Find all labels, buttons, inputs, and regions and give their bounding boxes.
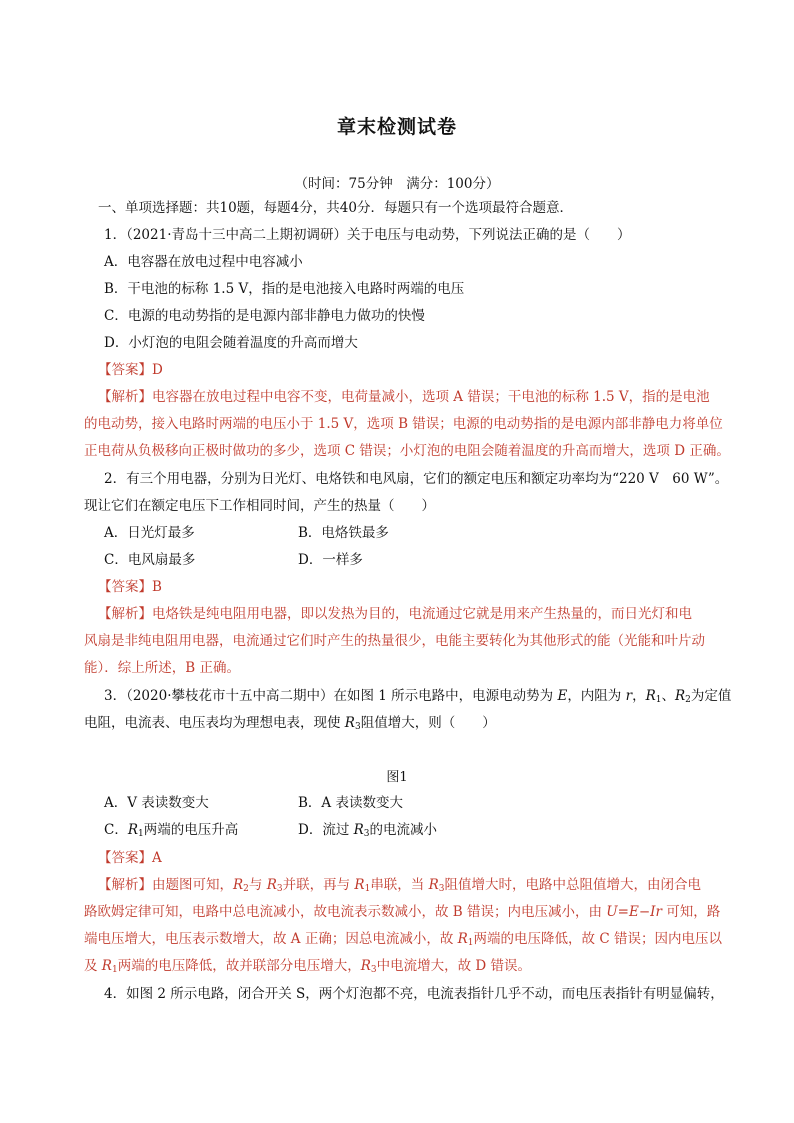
q3-analysis-line1: 【解析】由题图可知，$R_2$与 $R_3$并联，再与 $R_1$串联，当 $R_3$阻值增大时，电路中总阻值增大，由闭合电 [98,877,702,894]
analysis-tag: 【解析】 [98,877,152,893]
q1-option-a: A．电容器在放电过程中电容减小 [104,254,303,270]
q3-answer [98,848,162,868]
answer-value: B [152,579,162,595]
figure-1-caption: 图1 [386,770,408,785]
page-title: 章末检测试卷 [336,116,457,138]
q3-option-d: D．流过 $R_3$的电流减小 [298,822,438,839]
q3-analysis-line2: 路欧姆定律可知，电路中总电流减小，故电流表示数减小，故 B 错误；内电压减小，由 U=E−Ir 可知，路 [84,904,721,920]
q3-option-a: A．V 表读数变大 [104,795,209,811]
q1-analysis-line1: 【解析】电容器在放电过程中电容不变，电荷量减小，选项 A 错误；干电池的标称 1.5 V，指的是电池 [98,389,710,405]
answer-tag: 【答案】 [98,579,152,595]
q2-analysis-line3: 能）．综上所述，B 正确。 [84,660,240,676]
q2-analysis-line2: 风扇是非纯电阻用电器，电流通过它们时产生的热量很少，电能主要转化为其他形式的能（光能和叶片动 [84,633,705,649]
analysis-tag: 【解析】 [98,606,152,622]
q3-analysis-line4: 及 $R_1$两端的电压降低，故并联部分电压增大，$R_3$中电流增大，故 D 错误。 [84,958,532,975]
q1-option-d: D．小灯泡的电阻会随着温度的升高而增大 [104,335,358,351]
exam-time-score: （时间：75分钟 满分：100分） [294,176,500,192]
q2-analysis-line1: 【解析】电烙铁是纯电阻用电器，即以发热为目的，电流通过它就是用来产生热量的，而日光灯和电 [98,606,692,622]
analysis-tag: 【解析】 [98,389,152,405]
q1-option-c: C．电源的电动势指的是电源内部非静电力做功的快慢 [104,308,425,324]
q2-option-d: D．一样多 [298,552,363,568]
q3-analysis-line3: 端电压增大，电压表示数增大，故 A 正确；因总电流减小，故 $R_1$两端的电压降低，故 C 错误；因内电压以 [84,931,722,948]
q1-analysis-line3: 正电荷从负极移向正极时做功的多少，选项 C 错误；小灯泡的电阻会随着温度的升高而增大，选项 D 正确。 [84,443,730,459]
formula: U=E−Ir [606,904,662,920]
q2-option-a: A．日光灯最多 [104,525,195,541]
q2-stem-line2: 现让它们在额定电压下工作相同时间，产生的热量（ ） [84,498,435,514]
q3-stem-line2: 电阻，电流表、电压表均为理想电表，现使 $R_3$阻值增大，则（ ） [84,715,496,732]
q1-option-b: B．干电池的标称 1.5 V，指的是电池接入电路时两端的电压 [104,281,465,297]
q3-stem-line1: 3．（2020·攀枝花市十五中高二期中）在如图 1 所示电路中，电源电动势为 E，内阻为 r，$R_1$、$R_2$为定值 [104,688,732,705]
q1-stem: 1．（2021·青岛十三中高二上期初调研）关于电压与电动势，下列说法正确的是（ ） [104,227,631,243]
q1-analysis-line2: 的电动势，接入电路时两端的电压小于 1.5 V，选项 B 错误；电源的电动势指的是电源内部非静电力将单位 [84,416,723,432]
q3-option-c: C．$R_1$两端的电压升高 [104,822,239,839]
q2-answer [98,577,162,597]
answer-value: D [152,362,163,378]
answer-tag: 【答案】 [98,362,152,378]
answer-tag: 【答案】 [98,850,152,866]
section-heading: 一、单项选择题：共10题，每题4分，共40分．每题只有一个选项最符合题意． [98,200,573,216]
q3-option-b: B．A 表读数变大 [298,795,403,811]
q1-answer [98,360,163,380]
answer-value: A [152,850,162,866]
q2-stem-line1: 2．有三个用电器，分别为日光灯、电烙铁和电风扇，它们的额定电压和额定功率均为“220 V 60 W”。 [104,471,729,487]
q2-option-c: C．电风扇最多 [104,552,196,568]
q4-stem-line1: 4．如图 2 所示电路，闭合开关 S，两个灯泡都不亮，电流表指针几乎不动，而电压表指针有明显偏转， [104,986,724,1002]
q2-option-b: B．电烙铁最多 [298,525,389,541]
